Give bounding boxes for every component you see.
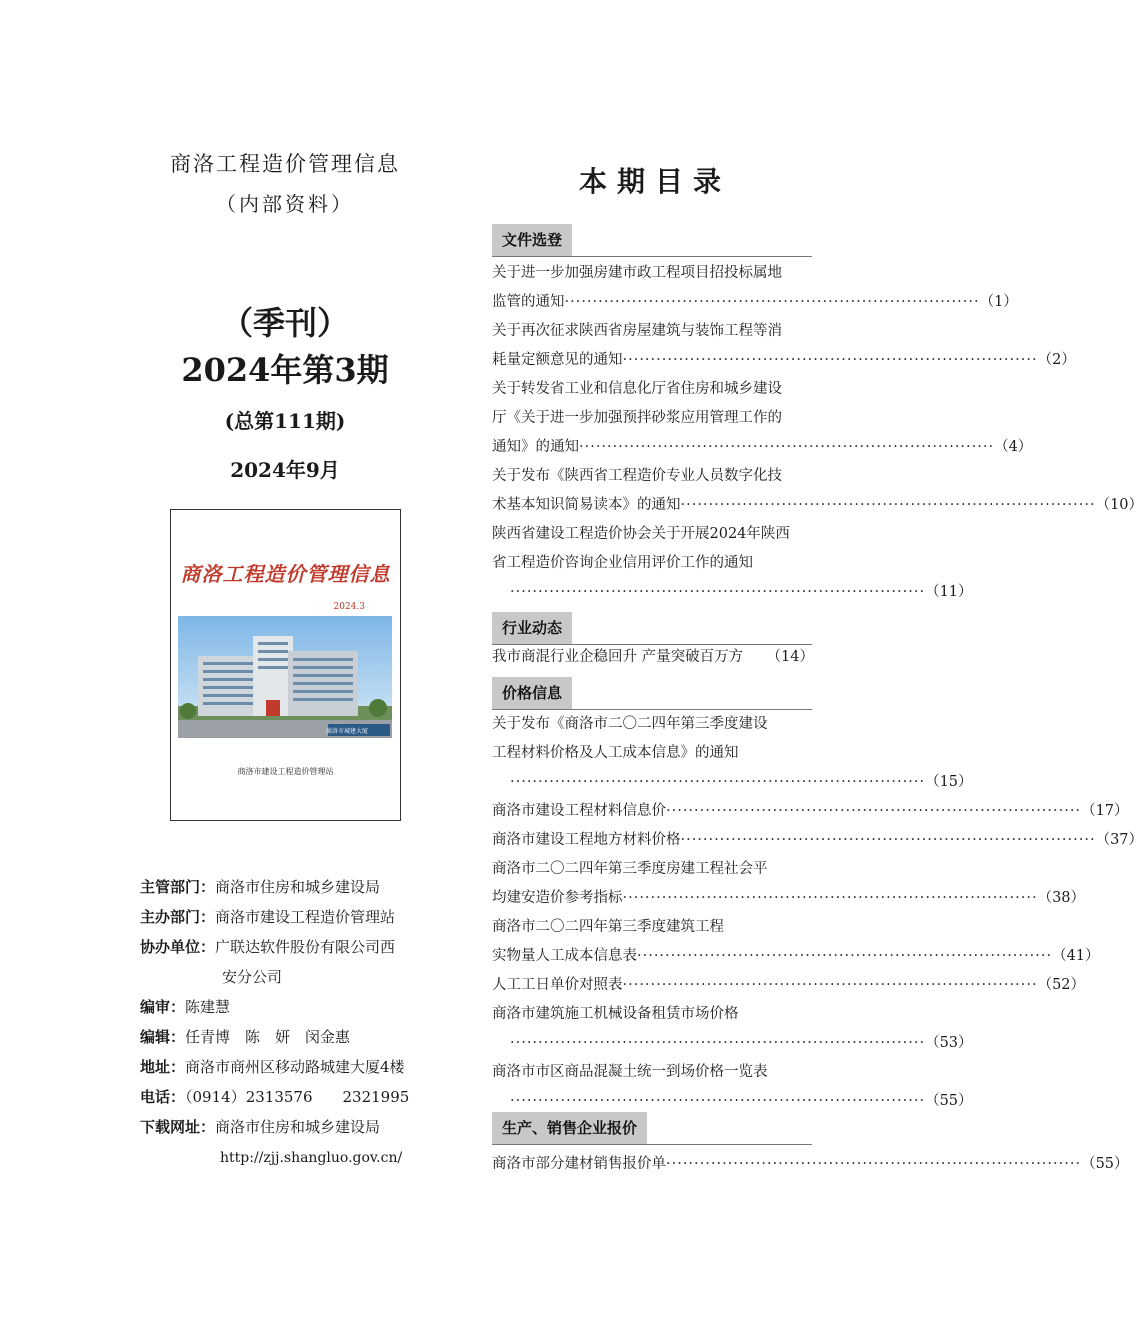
info-download-value: 商洛市住房和城乡建设局 [215, 1118, 381, 1136]
toc-entry-line: 省工程造价咨询企业信用评价工作的通知 [492, 555, 753, 571]
info-download [140, 1112, 440, 1142]
toc-entry-line: 关于发布《陕西省工程造价专业人员数字化技 [492, 468, 782, 484]
toc-entry-line: 陕西省建设工程造价协会关于开展2024年陕西 [492, 526, 790, 542]
toc-page-number: （41） [1052, 948, 1100, 964]
toc-entry-line: 我市商混行业企稳回升 产量突破百万方 [492, 649, 744, 665]
info-sponsor [140, 902, 440, 932]
leader-dots: ·········································································· [622, 977, 1038, 993]
toc-page-number: （37） [1095, 832, 1143, 848]
leader-dots: ·········································································· [666, 1156, 1082, 1172]
toc-entry-line: 通知》的通知 [492, 439, 579, 455]
cover-photo-caption: 商洛市城建大厦 [326, 728, 369, 735]
info-supervisor [140, 872, 440, 902]
toc-page-number: （1） [979, 294, 1018, 310]
cover-title: 商洛工程造价管理信息 [180, 562, 391, 586]
toc-page-number: （38） [1037, 890, 1086, 906]
info-sponsor-value: 商洛市建设工程造价管理站 [215, 908, 396, 926]
info-download-label: 下载网址： [140, 1118, 216, 1136]
toc-section-documents: 文件选登 [492, 224, 572, 256]
publication-internal-note: （内部资料） [216, 192, 354, 216]
leader-dots [743, 643, 766, 672]
toc-entry-line: 关于发布《商洛市二〇二四年第三季度建设 [492, 716, 768, 732]
toc-page-number: （53） [925, 1035, 973, 1051]
toc-entry-line: 关于进一步加强房建市政工程项目招投标属地 [492, 265, 782, 281]
toc-entry-line: 均建安造价参考指标 [492, 890, 623, 906]
leader-dots: ·········································································· [564, 294, 980, 310]
toc-entry[interactable] [492, 797, 1129, 826]
toc-section-enterprise-quotes: 生产、销售企业报价 [492, 1112, 647, 1144]
publication-name: 商洛工程造价管理信息 [170, 152, 400, 176]
toc-section-enterprise-quotes-list [492, 1150, 1129, 1179]
toc-entry[interactable] [492, 462, 1143, 520]
toc-entry-line: 厅《关于进一步加强预拌砂浆应用管理工作的 [492, 410, 782, 426]
toc-title: 本期目录 [578, 165, 731, 198]
toc-entry-line: 术基本知识简易读本》的通知 [492, 497, 681, 513]
toc-entry[interactable] [492, 643, 814, 672]
publication-quarterly: （季刊） [220, 304, 349, 342]
toc-entry-line: 工程材料价格及人工成本信息》的通知 [492, 745, 739, 761]
issue-number: 2024年第3期 [181, 351, 389, 389]
toc-entry[interactable] [492, 520, 973, 607]
leader-dots: ·········································································· [510, 774, 926, 790]
toc-entry[interactable] [492, 375, 1033, 462]
toc-entry-line: 关于再次征求陕西省房屋建筑与装饰工程等消 [492, 323, 782, 339]
leader-dots: ·········································································· [637, 948, 1053, 964]
toc-entry-line: 实物量人工成本信息表 [492, 948, 637, 964]
info-address-label: 地址： [140, 1058, 186, 1076]
toc-entry-line: 商洛市部分建材销售报价单 [492, 1156, 666, 1172]
toc-page-number: （15） [925, 774, 973, 790]
toc-entry[interactable] [492, 913, 1100, 971]
cover-thumbnail [170, 509, 401, 821]
toc-entry-line: 商洛市建设工程地方材料价格 [492, 832, 681, 848]
toc-section-price-info: 价格信息 [492, 677, 572, 709]
info-address [140, 1052, 450, 1082]
toc-section-documents-list [492, 259, 1143, 607]
info-phone [140, 1082, 440, 1112]
issue-date: 2024年9月 [230, 458, 340, 482]
toc-entry[interactable] [492, 855, 1086, 913]
toc-entry[interactable] [492, 1000, 973, 1058]
info-editors-value: 任青博 陈 妍 闵金惠 [185, 1028, 351, 1046]
toc-section-price-info-list [492, 710, 1143, 1116]
leader-dots: ·········································································· [622, 890, 1038, 906]
info-co-line2: 安分公司 [222, 968, 283, 986]
download-url[interactable]: http://zjj.shangluo.gov.cn/ [220, 1150, 403, 1166]
toc-entry-line: 商洛市建设工程材料信息价 [492, 803, 666, 819]
toc-entry-line: 耗量定额意见的通知 [492, 352, 623, 368]
cover-date: 2024.3 [333, 602, 365, 612]
toc-page-number: （17） [1081, 803, 1129, 819]
info-supervisor-label: 主管部门： [140, 878, 216, 896]
info-reviewer-label: 编审： [140, 998, 186, 1016]
toc-page-number: （52） [1037, 977, 1086, 993]
toc-section-industry-news: 行业动态 [492, 612, 572, 644]
leader-dots: ·········································································· [622, 352, 1038, 368]
info-reviewer [140, 992, 440, 1022]
info-co-label: 协办单位： [140, 938, 216, 956]
toc-entry-line: 监管的通知 [492, 294, 565, 310]
toc-entry[interactable] [492, 1150, 1129, 1179]
toc-entry[interactable] [492, 1058, 973, 1116]
toc-entry[interactable] [492, 826, 1143, 855]
toc-entry-line: 人工工日单价对照表 [492, 977, 623, 993]
info-sponsor-label: 主办部门： [140, 908, 216, 926]
leader-dots: ·········································································· [680, 832, 1096, 848]
toc-entry-line: 关于转发省工业和信息化厅省住房和城乡建设 [492, 381, 782, 397]
toc-entry[interactable] [492, 971, 1086, 1000]
total-issue: (总第111期) [224, 409, 346, 433]
toc-entry[interactable] [492, 710, 973, 797]
info-address-value: 商洛市商州区移动路城建大厦4楼 [185, 1058, 405, 1076]
info-co-organizer [140, 932, 440, 992]
cover-building-photo [178, 616, 392, 738]
info-editors-label: 编辑： [140, 1028, 186, 1046]
leader-dots: ·········································································· [510, 1093, 926, 1109]
toc-page-number: （2） [1037, 352, 1076, 368]
section-divider [492, 256, 812, 257]
toc-entry-line: 商洛市建筑施工机械设备租赁市场价格 [492, 1006, 739, 1022]
toc-page-number: （10） [1095, 497, 1143, 513]
info-phone-label: 电话： [140, 1088, 186, 1106]
info-supervisor-value: 商洛市住房和城乡建设局 [215, 878, 381, 896]
toc-page-number: （55） [925, 1093, 973, 1109]
leader-dots: ·········································································· [579, 439, 995, 455]
toc-page-number: （4） [994, 439, 1033, 455]
leader-dots: ·········································································· [680, 497, 1096, 513]
cover-organization: 商洛市建设工程造价管理站 [237, 767, 334, 776]
leader-dots: ·········································································· [510, 584, 926, 600]
toc-entry[interactable] [492, 317, 1076, 375]
section-divider [492, 1144, 812, 1145]
leader-dots: ·········································································· [510, 1035, 926, 1051]
info-co-line1: 广联达软件股份有限公司西 [215, 938, 396, 956]
toc-section-industry-news-list [492, 643, 814, 672]
toc-entry-line: 商洛市二〇二四年第三季度房建工程社会平 [492, 861, 768, 877]
toc-entry-line: 商洛市市区商品混凝土统一到场价格一览表 [492, 1064, 768, 1080]
toc-entry[interactable] [492, 259, 1018, 317]
toc-entry-line: 商洛市二〇二四年第三季度建筑工程 [492, 919, 724, 935]
info-editors [140, 1022, 440, 1052]
leader-dots: ·········································································· [666, 803, 1082, 819]
info-phone-value: （0914）2313576 2321995 [185, 1088, 410, 1106]
toc-page-number: （11） [925, 584, 973, 600]
toc-page-number: （55） [1081, 1156, 1129, 1172]
toc-page-number: （14） [766, 649, 814, 665]
info-reviewer-value: 陈建慧 [185, 998, 231, 1016]
